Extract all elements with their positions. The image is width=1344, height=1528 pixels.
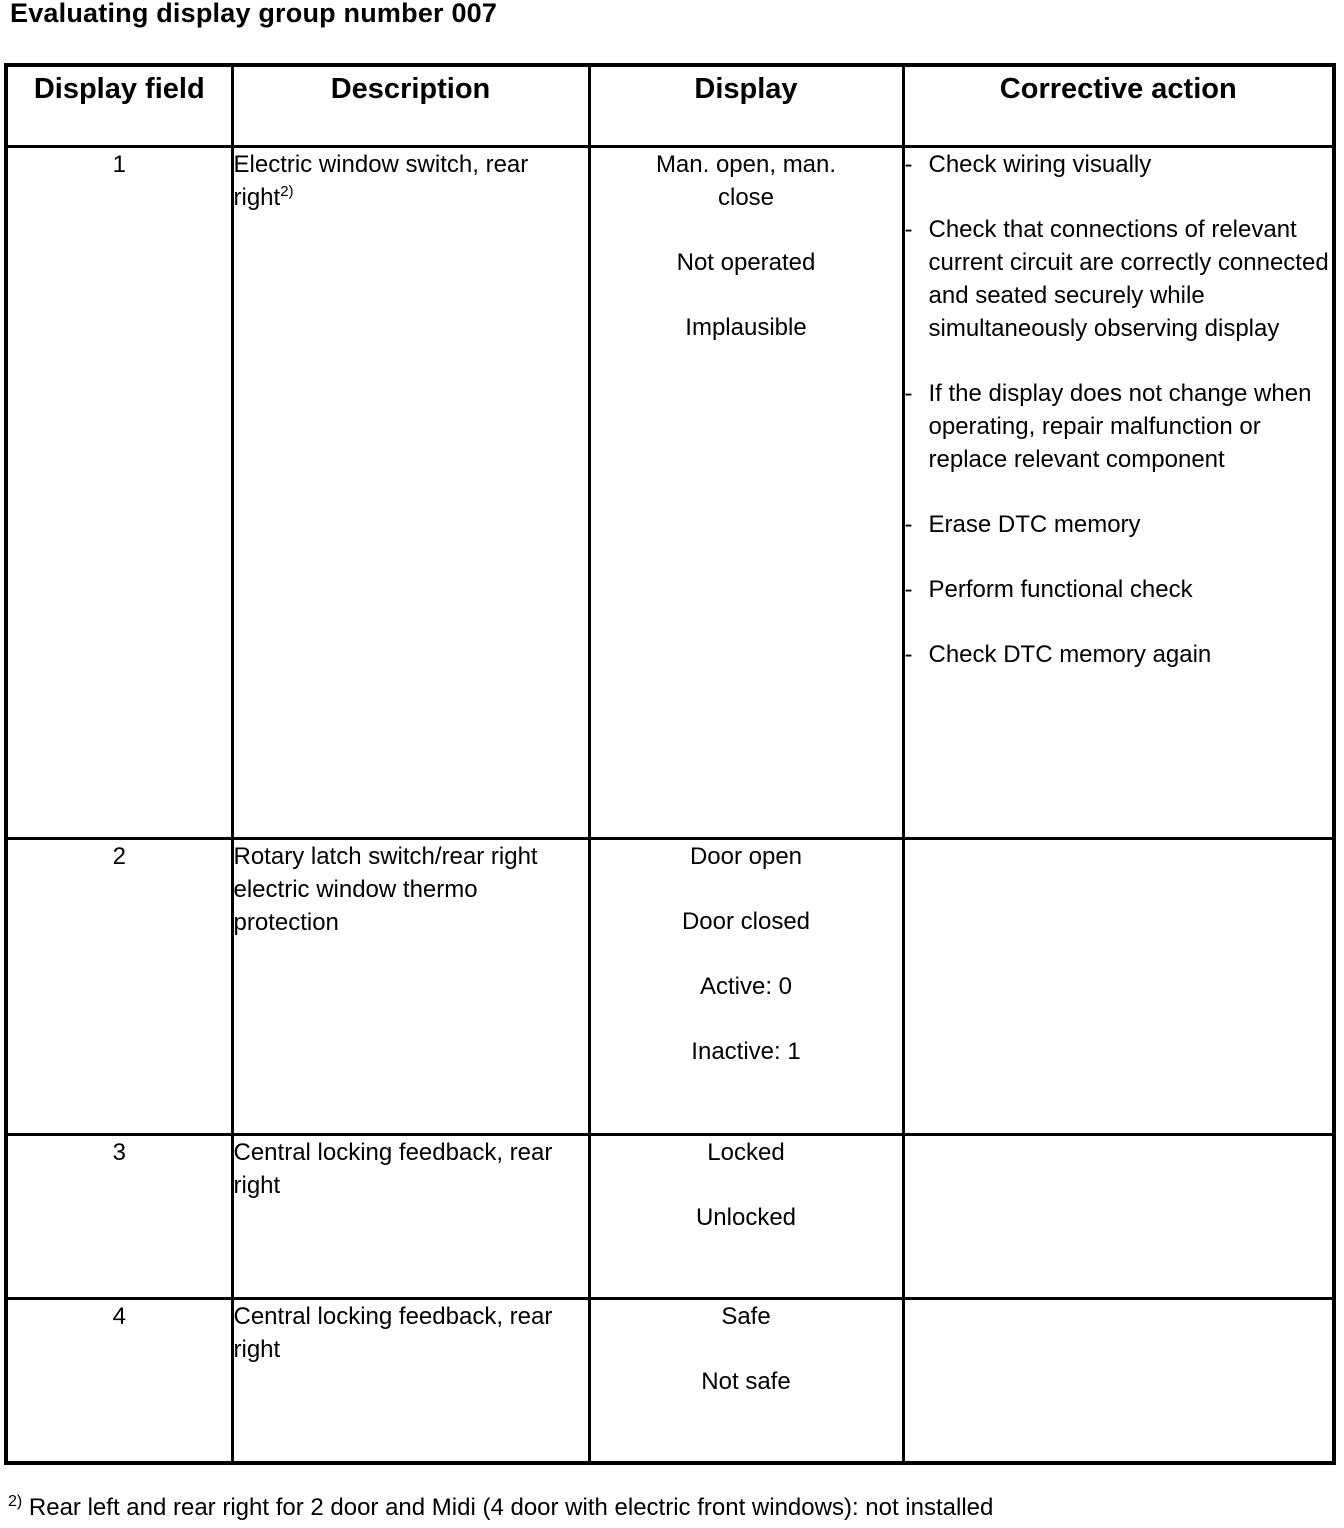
- display-value: Not safe: [701, 1368, 791, 1395]
- display-value: Not operated: [676, 249, 816, 276]
- header-display-field: Display field: [6, 65, 232, 147]
- footnote: [8, 1494, 993, 1522]
- display-value: Inactive: 1: [691, 1038, 801, 1065]
- display-cell: [589, 1135, 903, 1299]
- header-corrective-action: Corrective action: [903, 65, 1334, 147]
- header-description: Description: [232, 65, 589, 147]
- display-field-cell: 3: [6, 1135, 232, 1299]
- display-value: Safe: [721, 1303, 771, 1330]
- table-row: [6, 147, 1334, 839]
- action-item: - Perform functional check: [904, 576, 1193, 603]
- description-cell: [232, 147, 589, 839]
- description-text: Electric window switch, rear right$^{2)}$: [233, 151, 529, 211]
- header-row: [6, 65, 1334, 147]
- table-row: [6, 1135, 1334, 1299]
- page-title: Evaluating display group number 007: [10, 0, 498, 28]
- display-value: Unlocked: [695, 1204, 797, 1231]
- display-value: Active: 0: [699, 973, 793, 1000]
- description-cell: Central locking feedback, rear right: [232, 1135, 589, 1299]
- display-field-cell: 1: [6, 147, 232, 839]
- corrective-action-cell: [903, 839, 1334, 1135]
- display-field-cell: 4: [6, 1299, 232, 1463]
- corrective-action-list: [905, 148, 1333, 671]
- display-value: Door closed: [681, 908, 811, 935]
- display-group-table: [4, 63, 1336, 1465]
- display-cell: [589, 1299, 903, 1463]
- display-value: Door open: [689, 843, 803, 870]
- display-field-cell: 2: [6, 839, 232, 1135]
- corrective-action-cell: [903, 1135, 1334, 1299]
- footnote-reference: 2): [280, 183, 294, 200]
- action-item: - Erase DTC memory: [904, 511, 1141, 538]
- action-item: - Check wiring visually: [904, 151, 1152, 178]
- action-item: - Check that connections of relevant current circuit are correctly connected and seated securely while simultaneously observing display: [904, 216, 1329, 342]
- corrective-action-cell: [903, 147, 1334, 839]
- header-display: Display: [589, 65, 903, 147]
- table-row: [6, 1299, 1334, 1463]
- corrective-action-cell: [903, 1299, 1334, 1463]
- action-item: - If the display does not change when operating, repair malfunction or replace relevant component: [904, 380, 1312, 473]
- action-item: - Check DTC memory again: [904, 641, 1212, 668]
- display-value: Man. open, man. close: [655, 151, 837, 211]
- table-row: [6, 839, 1334, 1135]
- description-cell: Rotary latch switch/rear right electric window thermo protection: [232, 839, 589, 1135]
- display-value: Locked: [707, 1139, 785, 1166]
- description-cell: Central locking feedback, rear right: [232, 1299, 589, 1463]
- footnote-mark: 2): [8, 1493, 23, 1510]
- footnote-text: Rear left and rear right for 2 door and Midi (4 door with electric front windows): not installed: [28, 1494, 994, 1521]
- display-cell: [589, 839, 903, 1135]
- display-cell: [589, 147, 903, 839]
- display-value: Implausible: [685, 314, 807, 341]
